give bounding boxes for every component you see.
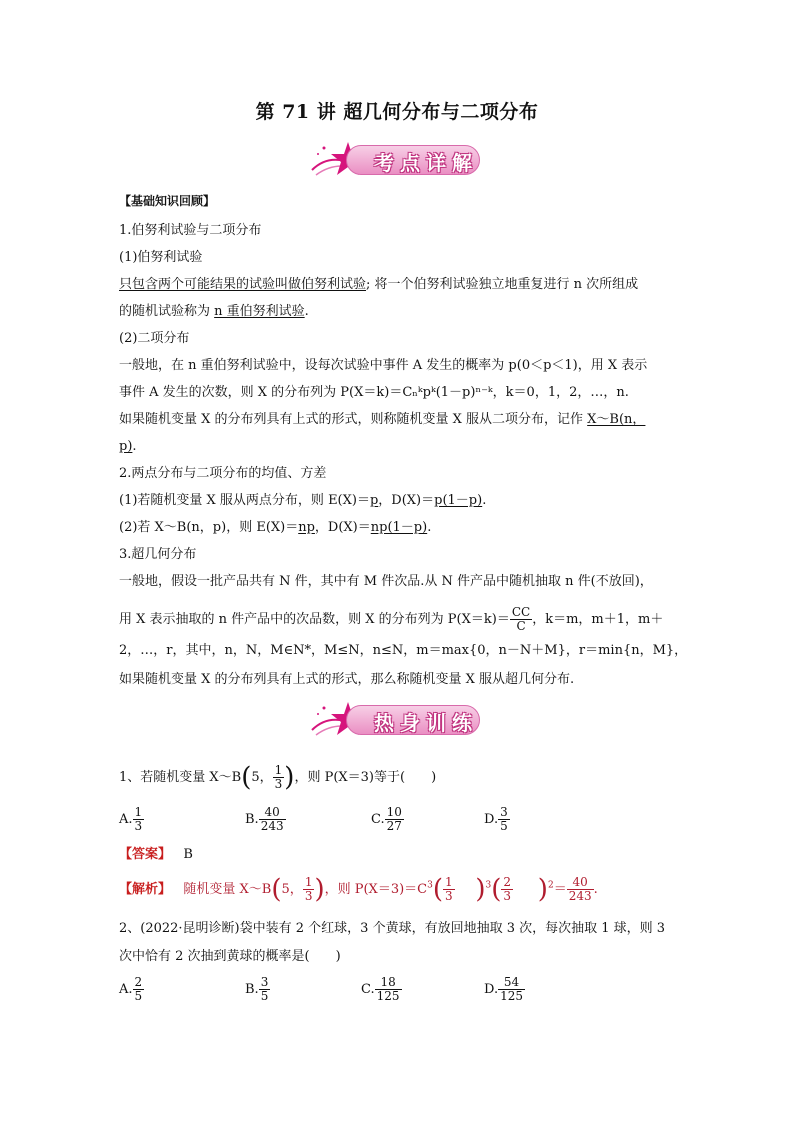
- left-paren: (: [241, 762, 252, 793]
- kp-line-3: [119, 276, 638, 294]
- kp-line-12b: np: [298, 520, 315, 535]
- fraction-denominator: 3: [304, 889, 313, 903]
- reshen-banner: [310, 700, 482, 740]
- section-heading: 【基础知识回顾】: [119, 194, 216, 208]
- fraction-denominator: 27: [386, 819, 402, 833]
- hypergeo-fraction: [510, 606, 532, 633]
- kp-line-5: (2)二项分布: [119, 331, 190, 346]
- page-title: 第 71 讲 超几何分布与二项分布: [255, 101, 539, 123]
- option-label: D.: [484, 982, 499, 997]
- q2-option-b[interactable]: [245, 976, 270, 1003]
- kp-line-11a: (1)若随机变量 X 服从两点分布，则 E(X)＝: [119, 493, 370, 508]
- analysis-sup: 3: [427, 880, 433, 891]
- banner-text: 热身训练: [374, 711, 478, 735]
- kp-line-7: 事件 A 发生的次数，则 X 的分布列为 P(X＝k)＝Cₙᵏpᵏ(1－p)ⁿ⁻ᵏ，k＝0，1，2，…，n.: [119, 385, 629, 400]
- kp-line-15a: 用 X 表示抽取的 n 件产品中的次品数，则 X 的分布列为 P(X＝k)＝: [119, 612, 510, 627]
- option-fraction: [259, 806, 286, 833]
- fraction-denominator: 243: [260, 819, 284, 833]
- kp-line-16: 2，…，r，其中，n，N，M∈N*，M≤N，n≤N，m＝max{0，n－N＋M}，r＝min{n，M}，: [119, 643, 688, 658]
- option-fraction: [259, 976, 271, 1003]
- option-label: A.: [119, 982, 133, 997]
- kp-line-9a: p): [119, 439, 133, 454]
- kp-line-9: [119, 438, 137, 456]
- kp-line-6: 一般地，在 n 重伯努利试验中，设每次试验中事件 A 发生的概率为 p(0＜p＜1)，用 X 表示: [119, 358, 648, 373]
- fraction-numerator: 2: [503, 875, 511, 889]
- q2-option-c[interactable]: [361, 976, 402, 1003]
- analysis-exp-2: 2: [547, 880, 554, 891]
- right-paren: ): [475, 874, 486, 905]
- fraction-denominator: 3: [134, 819, 143, 833]
- option-label: B.: [245, 812, 259, 827]
- q1-stem-a: 1、若随机变量 X～B: [119, 770, 242, 785]
- fraction-numerator: CC: [511, 605, 531, 619]
- fraction-denominator: 3: [503, 889, 511, 903]
- answer-value: B: [183, 847, 193, 862]
- q1-stem-fraction: [273, 764, 285, 791]
- fraction-numerator: 3: [260, 975, 269, 989]
- kp-line-11c: ，D(X)＝: [378, 493, 435, 508]
- banner-text: 考点详解: [374, 151, 478, 175]
- q1-option-c[interactable]: [371, 806, 404, 833]
- kp-line-11e: .: [482, 493, 487, 508]
- kp-line-12: [119, 519, 431, 537]
- kp-line-17: 如果随机变量 X 的分布列具有上式的形式，那么称随机变量 X 服从超几何分布.: [119, 672, 575, 687]
- kp-line-15: [119, 606, 663, 633]
- kp-line-4: [119, 303, 309, 321]
- fraction-denominator: 5: [260, 989, 269, 1003]
- option-label: C.: [371, 812, 385, 827]
- q2-option-d[interactable]: [484, 976, 525, 1003]
- q1-stem-5: 5，: [251, 770, 273, 785]
- analysis-a: 随机变量 X～B: [183, 882, 272, 897]
- fraction-numerator: 1: [134, 805, 143, 819]
- option-fraction: [498, 806, 510, 833]
- q1-analysis: 【解析】 随机变量 X～B(5， $\frac{1}{3}$ )，则 $P(X=3)=C^3$( $\frac{1}{3}$ )$^3$( $\frac{2}{3}$ )$^2$＝ $\frac{40}{243}$ .: [119, 874, 598, 905]
- q2-option-a[interactable]: [119, 976, 144, 1003]
- option-fraction: [133, 976, 145, 1003]
- fraction-numerator: 10: [386, 805, 402, 819]
- option-label: B.: [245, 982, 259, 997]
- fraction-denominator: 5: [134, 989, 143, 1003]
- fraction-denominator: 3: [445, 889, 453, 903]
- kp-line-15b: ，k＝m，m＋1，m＋: [532, 612, 664, 627]
- kp-line-2: (1)伯努利试验: [119, 250, 203, 265]
- right-paren: ): [537, 874, 548, 905]
- kp-line-4a: 的随机试验称为: [119, 304, 215, 319]
- fraction-numerator: 54: [503, 975, 520, 989]
- option-fraction: [385, 806, 404, 833]
- q2-stem-line-2: 次中恰有 2 次抽到黄球的概率是( ): [119, 949, 341, 964]
- kp-line-4b: n 重伯努利试验: [214, 304, 305, 319]
- option-fraction: [498, 976, 525, 1003]
- right-paren: ): [314, 874, 325, 905]
- analysis-fraction-3: [501, 876, 513, 903]
- analysis-result-fraction: [567, 876, 594, 903]
- kp-line-10: 2.两点分布与二项分布的均值、方差: [119, 466, 327, 481]
- fraction-numerator: 2: [134, 975, 143, 989]
- kaodian-banner: [310, 140, 482, 180]
- fraction-numerator: 3: [500, 805, 508, 819]
- kp-line-9b: .: [132, 439, 137, 454]
- analysis-5: 5，: [281, 882, 303, 897]
- kp-line-8: [119, 411, 645, 429]
- fraction-numerator: 1: [304, 875, 313, 889]
- left-paren: (: [491, 874, 502, 905]
- analysis-exp-3: 3: [485, 880, 492, 891]
- answer-label: 【答案】: [119, 847, 172, 862]
- kp-line-12d: np(1－p): [370, 520, 428, 535]
- analysis-label: 【解析】: [119, 882, 172, 897]
- q1-stem: [119, 764, 436, 791]
- kp-line-11: [119, 492, 486, 510]
- analysis-fraction-2: [443, 876, 455, 903]
- fraction-denominator: C: [510, 619, 532, 633]
- option-fraction: [133, 806, 145, 833]
- q2-stem-line-1: 2、(2022·昆明诊断)袋中装有 2 个红球，3 个黄球，有放回地抽取 3 次，每次抽取 1 球，则 3: [119, 921, 666, 936]
- kp-line-12a: (2)若 X～B(n，p)，则 E(X)＝: [119, 520, 299, 535]
- fraction-numerator: 1: [274, 763, 283, 777]
- option-label: C.: [361, 982, 375, 997]
- kp-line-4c: .: [304, 304, 309, 319]
- option-fraction: [375, 976, 402, 1003]
- kp-line-11d: p(1－p): [434, 493, 483, 508]
- analysis-b: ，则 P(X＝3)＝C: [324, 882, 428, 897]
- kp-line-13: 3.超几何分布: [119, 547, 197, 562]
- fraction-numerator: 40: [572, 875, 588, 889]
- left-paren: (: [432, 874, 443, 905]
- kp-line-11b: p: [369, 493, 379, 508]
- q1-option-a[interactable]: [119, 806, 144, 833]
- fraction-numerator: 40: [264, 805, 280, 819]
- kp-line-12e: .: [427, 520, 432, 535]
- analysis-end: .: [593, 882, 598, 897]
- kp-line-1: 1.伯努利试验与二项分布: [119, 223, 262, 238]
- kp-line-8b: X～B(n，: [587, 412, 646, 427]
- fraction-numerator: 1: [445, 875, 453, 889]
- kp-line-3-underlined: 只包含两个可能结果的试验叫做伯努利试验: [119, 277, 367, 292]
- q1-stem-b: ，则 P(X＝3)等于( ): [294, 770, 437, 785]
- kp-line-12c: ，D(X)＝: [314, 520, 371, 535]
- kp-line-14: 一般地，假设一批产品共有 N 件，其中有 M 件次品.从 N 件产品中随机抽取 n 件(不放回)，: [119, 574, 653, 589]
- kp-line-3-rest: ; 将一个伯努利试验独立地重复进行 n 次所组成: [366, 277, 639, 292]
- analysis-fraction-1: [303, 876, 315, 903]
- option-label: A.: [119, 812, 133, 827]
- left-paren: (: [271, 874, 282, 905]
- fraction-denominator: 3: [274, 777, 283, 791]
- option-label: D.: [484, 812, 499, 827]
- q1-option-b[interactable]: [245, 806, 286, 833]
- fraction-denominator: 5: [500, 819, 508, 833]
- right-paren: ): [284, 762, 295, 793]
- fraction-denominator: 125: [376, 989, 400, 1003]
- q1-option-d[interactable]: [484, 806, 510, 833]
- kp-line-8a: 如果随机变量 X 的分布列具有上式的形式，则称随机变量 X 服从二项分布，记作: [119, 412, 588, 427]
- q1-answer: [119, 846, 193, 864]
- fraction-denominator: 243: [568, 889, 592, 903]
- fraction-denominator: 125: [500, 989, 523, 1003]
- fraction-numerator: 18: [380, 975, 396, 989]
